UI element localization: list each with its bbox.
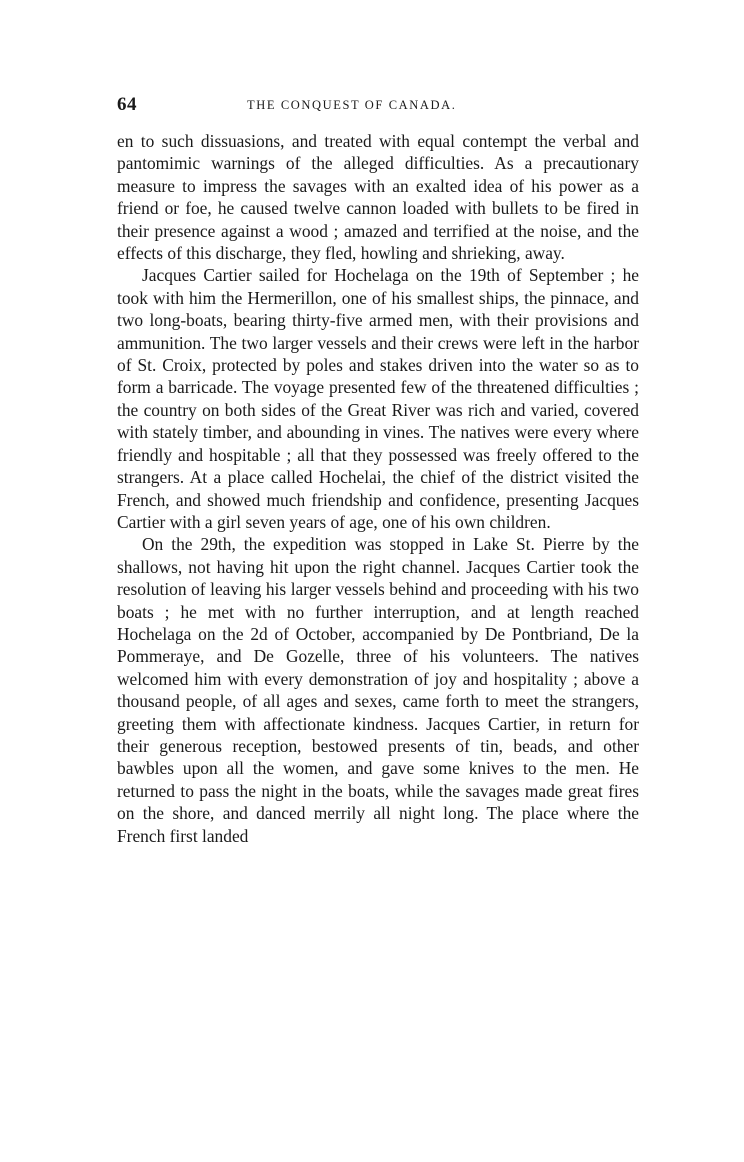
paragraph-1: en to such dissuasions, and treated with equal contempt the verbal and pantomimic warnings of the alleged difficulties. As a precautionary measure to impress the savages with an exalted idea of his power as a friend or foe, he caused twelve cannon loaded with bullets to be fired in their presence against a wood ; amazed and terrified at the noise, and the effects of this discharge, they fled, howling and shrieking, away. <box>117 131 639 264</box>
paragraph-3: On the 29th, the expedition was stopped in Lake St. Pierre by the shallows, not having hit upon the right channel. Jacques Cartier took the resolution of leaving his larger vessels behind and proceeding with his two boats ; he met with no further interruption, and at length reached Hochelaga on the 2d of October, accompanied by De Pontbriand, De la Pommeraye, and De Gozelle, three of his volunteers. The natives welcomed him with every demonstration of joy and hospitality ; above a thousand people, of all ages and sexes, came forth to meet the strangers, greeting them with affectionate kindness. Jacques Cartier, in return for their generous reception, bestowed presents of tin, beads, and other bawbles upon all the women, and gave some knives to the men. He returned to pass the night in the boats, while the savages made great fires on the shore, and danced merrily all night long. The place where the French first landed <box>117 534 639 846</box>
page-number: 64 <box>117 94 137 115</box>
running-head: THE CONQUEST OF CANADA. <box>247 98 457 112</box>
page-header <box>117 94 639 120</box>
paragraph-2: Jacques Cartier sailed for Hochelaga on the 19th of September ; he took with him the Hermerillon, one of his smallest ships, the pinnace, and two long-boats, bearing thirty-five armed men, with their provisions and ammunition. The two larger vessels and their crews were left in the harbor of St. Croix, protected by poles and stakes driven into the water so as to form a barricade. The voyage presented few of the threatened difficulties ; the country on both sides of the Great River was rich and varied, covered with stately timber, and abounding in vines. The natives were every where friendly and hospitable ; all that they possessed was freely offered to the strangers. At a place called Hochelai, the chief of the district visited the French, and showed much friendship and confidence, presenting Jacques Cartier with a girl seven years of age, one of his own children. <box>117 265 639 532</box>
book-page <box>117 94 639 847</box>
body-text <box>117 130 639 847</box>
